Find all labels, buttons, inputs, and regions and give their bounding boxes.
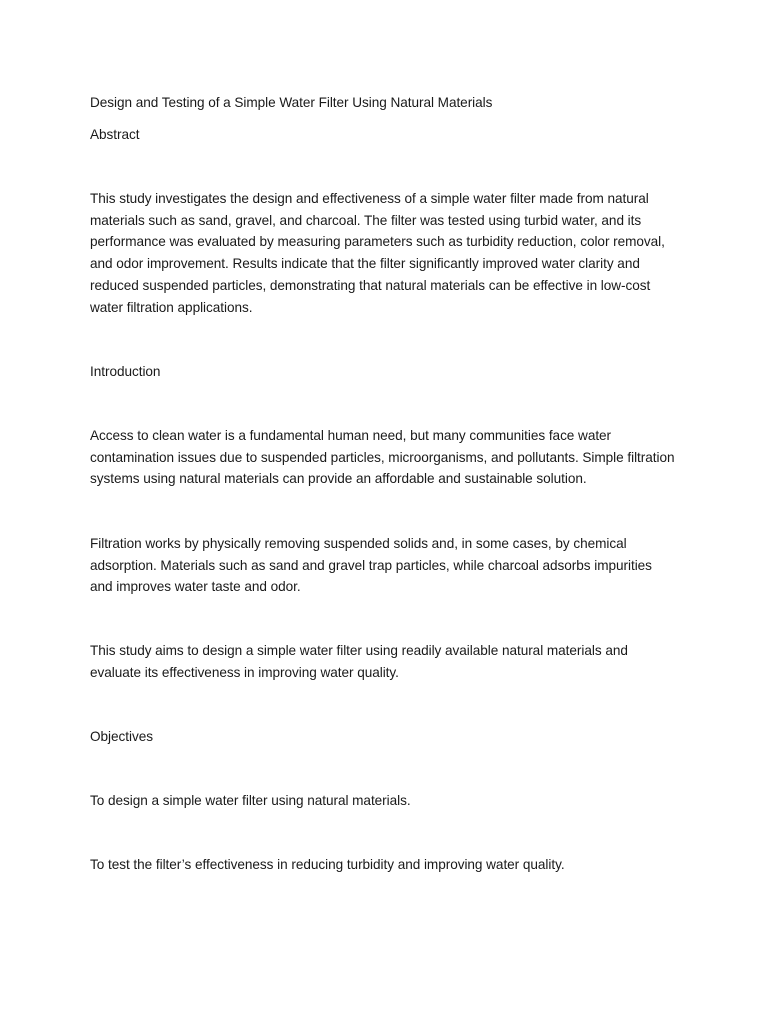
abstract-paragraph: This study investigates the design and effectiveness of a simple water filter made from natural materials such as sand, gravel, and charcoal. The filter was tested using turbid water, and its performance was evaluated by measuring parameters such as turbidity reduction, color removal, and odor improvement. Results indicate that the filter significantly improved water clarity and reduced suspended particles, demonstrating that natural materials can be effective in low-cost water filtration applications. bbox=[90, 191, 665, 315]
introduction-paragraph-1: Access to clean water is a fundamental human need, but many communities face water contamination issues due to suspended particles, microorganisms, and pollutants. Simple filtration systems using natural materials can provide an affordable and sustainable solution. bbox=[90, 428, 675, 487]
introduction-heading: Introduction bbox=[90, 364, 161, 379]
introduction-paragraph-3: This study aims to design a simple water filter using readily available natural materials and evaluate its effectiveness in improving water quality. bbox=[90, 643, 628, 680]
objectives-heading: Objectives bbox=[90, 729, 153, 744]
introduction-paragraph-2: Filtration works by physically removing suspended solids and, in some cases, by chemical adsorption. Materials such as sand and gravel trap particles, while charcoal adsorbs impurities and improves water taste and odor. bbox=[90, 536, 652, 595]
objective-item-1: To design a simple water filter using natural materials. bbox=[90, 793, 411, 808]
objective-item-2: To test the filter’s effectiveness in reducing turbidity and improving water quality. bbox=[90, 857, 565, 872]
document-title: Design and Testing of a Simple Water Filter Using Natural Materials bbox=[90, 95, 493, 110]
abstract-heading: Abstract bbox=[90, 127, 140, 142]
